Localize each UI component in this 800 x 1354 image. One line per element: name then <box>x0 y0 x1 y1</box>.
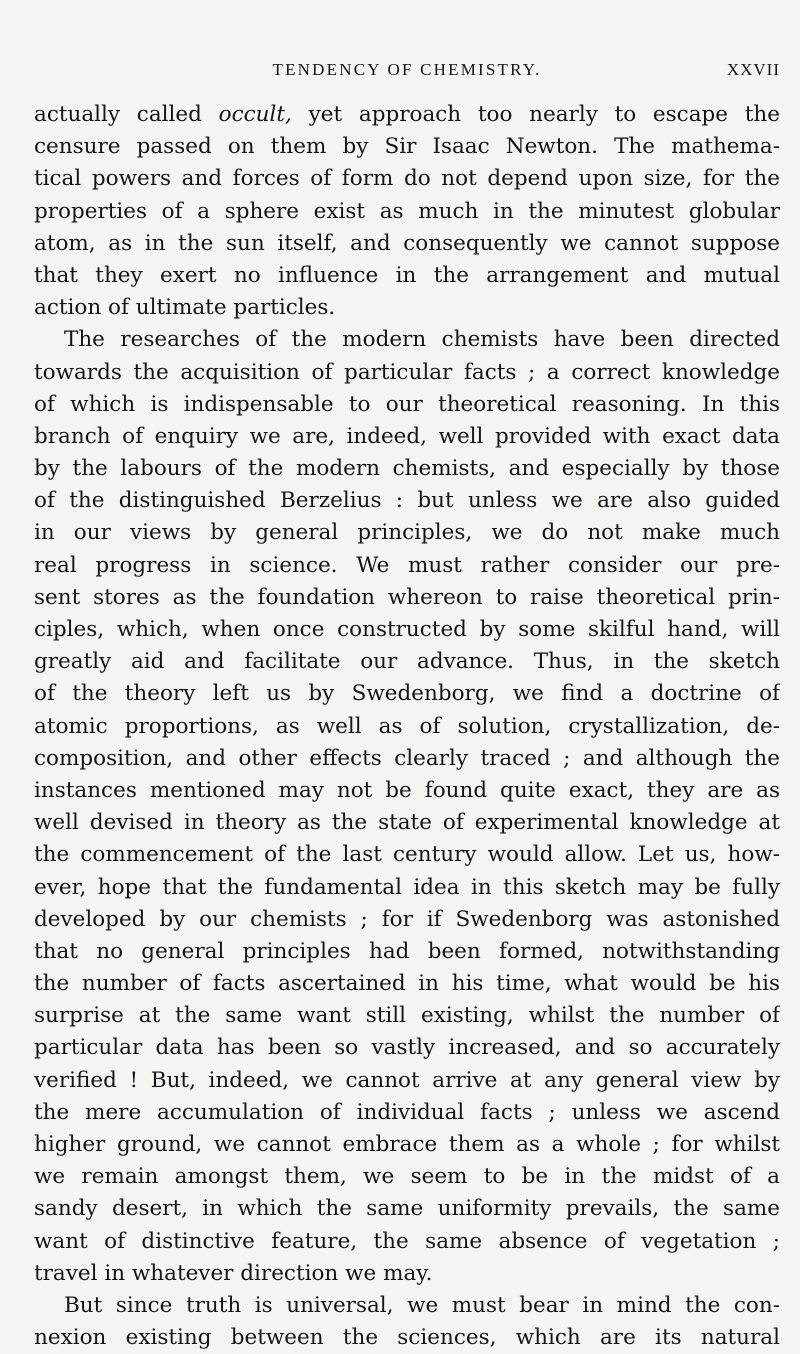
text-line: sandy desert, in which the same uniformity prevails, the same <box>34 1196 780 1222</box>
running-head <box>34 60 780 86</box>
text-line: towards the acquisition of particular facts ; a correct knowledge <box>34 359 780 385</box>
text-line: The researches of the modern chemists have been directed <box>64 327 780 353</box>
text-line: nexion existing between the sciences, which are its natural <box>34 1325 780 1351</box>
text-line: in our views by general principles, we do not make much <box>34 520 780 546</box>
text-line: branch of enquiry we are, indeed, well provided with exact data <box>34 423 780 449</box>
text-line: atom, as in the sun itself, and consequently we cannot suppose <box>34 230 780 256</box>
text-line: travel in whatever direction we may. <box>34 1260 433 1286</box>
text-line: instances mentioned may not be found quite exact, they are as <box>34 777 780 803</box>
text-line: of which is indispensable to our theoretical reasoning. In this <box>34 391 780 417</box>
text-line: the number of facts ascertained in his time, what would be his <box>34 971 780 997</box>
text-line: surprise at the same want still existing, whilst the number of <box>34 1003 780 1029</box>
text-line: real progress in science. We must rather consider our pre- <box>34 552 780 578</box>
text-line: censure passed on them by Sir Isaac Newton. The mathema- <box>34 134 780 160</box>
text-line: tical powers and forces of form do not depend upon size, for the <box>34 166 780 192</box>
text-line: actually called occult, yet approach too nearly to escape the <box>34 102 780 127</box>
text-line: well devised in theory as the state of experimental knowledge at <box>34 810 780 836</box>
text-line: that they exert no influence in the arrangement and mutual <box>34 262 780 288</box>
text-line: properties of a sphere exist as much in the minutest globular <box>34 198 780 224</box>
text-line: by the labours of the modern chemists, and especially by those <box>34 456 780 482</box>
text-line: want of distinctive feature, the same absence of vegetation ; <box>34 1228 780 1254</box>
text-line: developed by our chemists ; for if Swedenborg was astonished <box>34 906 780 932</box>
text-line: verified ! But, indeed, we cannot arrive at any general view by <box>34 1067 780 1093</box>
text-line: the commencement of the last century would allow. Let us, how- <box>34 842 780 868</box>
body-text <box>34 99 780 1354</box>
running-head-title: TENDENCY OF CHEMISTRY. <box>272 60 542 79</box>
text-line: of the distinguished Berzelius : but unless we are also guided <box>34 488 780 514</box>
text-line: atomic proportions, as well as of solution, crystallization, de- <box>34 713 780 739</box>
text-line: sent stores as the foundation whereon to raise theoretical prin- <box>34 584 780 610</box>
text-line: action of ultimate particles. <box>34 295 336 321</box>
text-line: But since truth is universal, we must bear in mind the con- <box>64 1292 780 1318</box>
page-number: XXVII <box>726 60 780 79</box>
text-line: of the theory left us by Swedenborg, we find a doctrine of <box>34 681 780 707</box>
text-line: ever, hope that the fundamental idea in this sketch may be fully <box>34 874 780 900</box>
text-line: higher ground, we cannot embrace them as a whole ; for whilst <box>34 1132 780 1157</box>
text-line: that no general principles had been formed, notwithstanding <box>34 938 780 964</box>
text-line: composition, and other effects clearly traced ; and although the <box>34 745 780 771</box>
text-line: ciples, which, when once constructed by some skilful hand, will <box>34 617 780 642</box>
text-line: greatly aid and facilitate our advance. Thus, in the sketch <box>34 649 780 675</box>
text-line: particular data has been so vastly increased, and so accurately <box>34 1035 780 1061</box>
text-line: the mere accumulation of individual facts ; unless we ascend <box>34 1099 780 1125</box>
text-line: we remain amongst them, we seem to be in the midst of a <box>34 1164 780 1190</box>
italic-word: occult, <box>218 102 292 127</box>
